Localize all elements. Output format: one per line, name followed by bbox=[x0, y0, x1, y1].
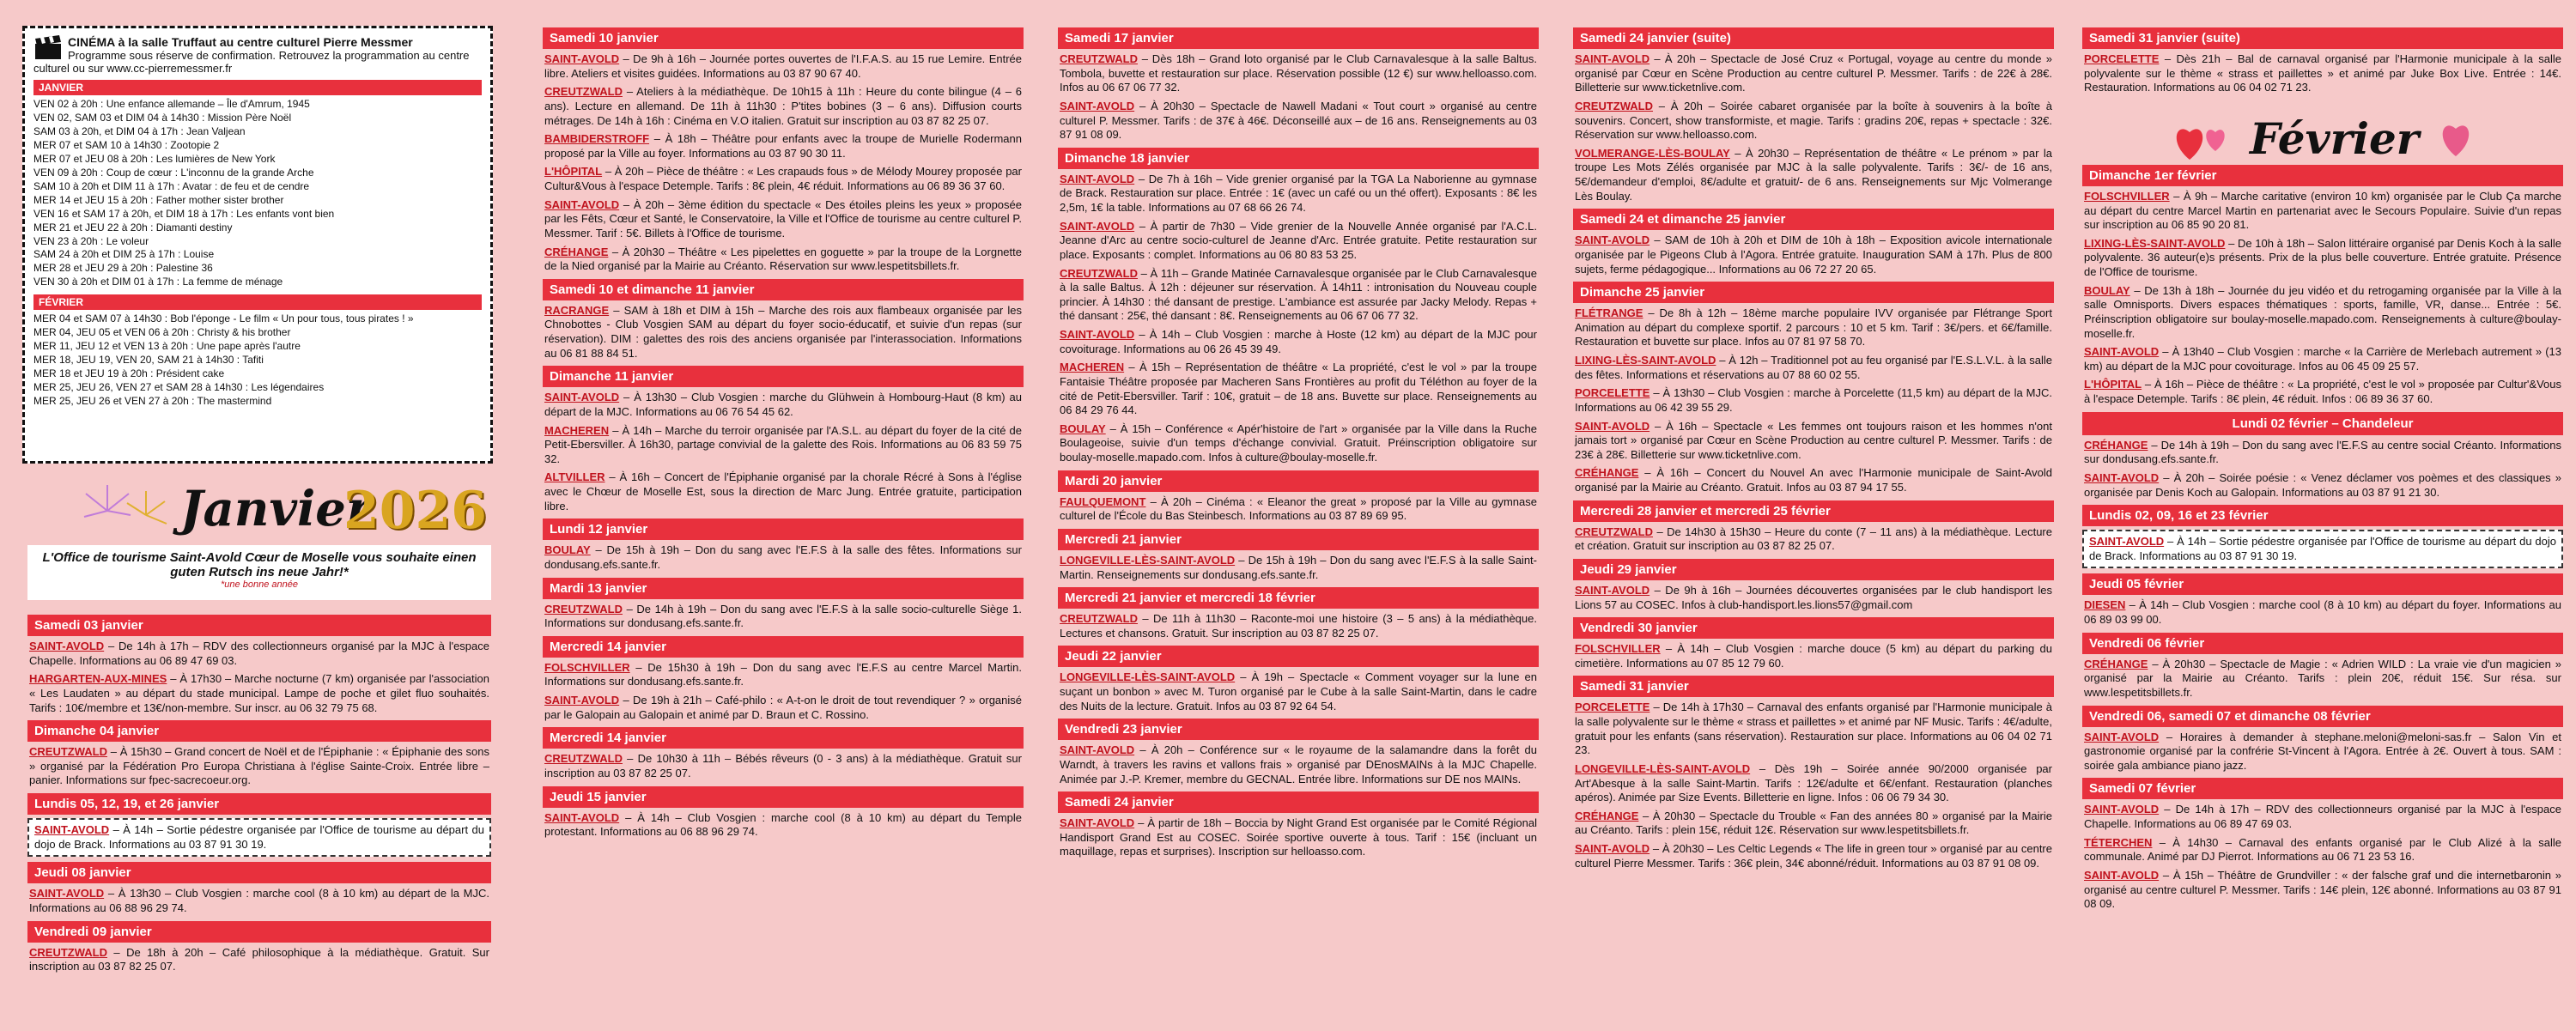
event-location: HARGARTEN-AUX-MINES bbox=[29, 672, 167, 686]
date-header: Samedi 07 février bbox=[2082, 778, 2563, 799]
event-details: – De 11h à 11h30 – Raconte-moi une histoire (3 – 5 ans) à la médiathèque. Lectures et chansons. Gratuit. Sur inscription au 03 87 82 25 07. bbox=[1060, 612, 1537, 640]
event-location: SAINT-AVOLD bbox=[1060, 328, 1135, 341]
event-entry bbox=[543, 603, 1024, 631]
cinema-screening: MER 07 et JEU 08 à 20h : Les lumières de New York bbox=[33, 152, 276, 165]
event-details: – De 13h à 18h – Journée du jeu vidéo et du retrogaming organisée par la Ville à la salle Omnisports. Divers espaces thématiques : sports, famille, VR, danse... Entrée : 5€. Préinscription obligatoire sur boulay-moselle.mapado.com. Renseignements à culture@boulay-moselle.fr. bbox=[2084, 283, 2561, 340]
event-entry bbox=[543, 165, 1024, 193]
event-location: SAINT-AVOLD bbox=[1575, 419, 1650, 433]
event-details: – À 20h30 – Spectacle du Trouble « Fan des années 80 » organisé par la Mairie au Créanto. Tarifs : plein 15€, réduit 12€. Réservation sur www.lespetitsbillets.fr. bbox=[1575, 809, 2052, 837]
event-details: – De 7h à 16h – Vide grenier organisé par la TGA La Naborienne au gymnase de Brack. Restauration sur place. Entrée : 1€ (avec un café ou un thé offert). Exposants : 8€ les 2,5m, 1€ la table. Informations au 07 68 66 26 74. bbox=[1060, 172, 1537, 214]
event-location: SAINT-AVOLD bbox=[29, 887, 105, 901]
event-details: – À 20h30 – Les Celtic Legends « The life in green tour » organisé par au centre culturel Pierre Messmer. Tarifs : 36€ plein, 34€ abonné/réduit. Informations au 03 87 91 08 09. bbox=[1575, 842, 2052, 870]
cinema-screening: MER 21 et JEU 22 à 20h : Diamanti destiny bbox=[33, 221, 233, 233]
date-header: Dimanche 11 janvier bbox=[543, 366, 1024, 387]
event-details: – À 20h – 3ème édition du spectacle « Des étoiles pleins les yeux » proposée par les Fêts, Cœur et Santé, le Conservatoire, la Ville et l'Office de tourisme au centre culturel P. Messmer. Tarif : 5€. Billets à l'Office de tourisme. bbox=[544, 197, 1022, 240]
office-message: L'Office de tourisme Saint-Avold Cœur de Moselle vous souhaite einen guten Rutsch ins neue Jahr!* bbox=[42, 550, 477, 579]
event-location: CRÉHANGE bbox=[1575, 466, 1639, 480]
event-entry bbox=[2082, 598, 2563, 627]
event-location: SAINT-AVOLD bbox=[544, 810, 620, 824]
event-location: ALTVILLER bbox=[544, 470, 605, 484]
event-details: – Ateliers à la médiathèque. De 10h15 à 11h : Heure du conte bilingue (4 – 6 ans). Lecture en allemand. De 11h à 11h30 : P'tites bobines (3 – 6 ans). Diffusion courts métrages. De 14h à 16h : Cinéma en V.O italien. Gratuit sur inscription au 03 87 82 25 07. bbox=[544, 85, 1022, 127]
date-header: Dimanche 18 janvier bbox=[1058, 148, 1539, 169]
date-header: Samedi 31 janvier (suite) bbox=[2082, 27, 2563, 49]
event-details: – De 14h à 17h – RDV des collectionneurs organisé par la MJC à l'espace Chapelle. Informations au 06 89 47 69 03. bbox=[29, 640, 489, 667]
event-entry bbox=[543, 391, 1024, 419]
event-entry bbox=[1058, 670, 1539, 713]
event-details: – À 20h – Cinéma : « Eleanor the great » proposé par la Ville au gymnase culturel de l'École du Bas Steinbesch. Informations au 03 87 89 69 95. bbox=[1060, 494, 1537, 523]
event-entry bbox=[2082, 836, 2563, 864]
event-entry bbox=[543, 85, 1024, 128]
event-details: – De 10h30 à 11h – Bébés rêveurs (0 - 3 ans) à la médiathèque. Gratuit sur inscription au 03 87 82 25 07. bbox=[544, 752, 1022, 779]
event-location: FOLSCHVILLER bbox=[544, 660, 630, 674]
event-entry bbox=[1573, 810, 2054, 838]
event-details: – Horaires à demander à stephane.meloni@meloni-sas.fr – Salon Vin et gastronomie organisé par la confrérie St-Vincent à l'Agora. Entrée à 2€. Ouvert à tous. SAM : soirée gala ambiance piano jazz. bbox=[2084, 730, 2561, 772]
event-location: SAINT-AVOLD bbox=[544, 197, 620, 211]
cinema-screening: VEN 02 à 20h : Une enfance allemande – Île d'Amrum, 1945 bbox=[33, 98, 310, 110]
column-3 bbox=[1058, 22, 1539, 864]
event-entry bbox=[543, 470, 1024, 513]
date-header: Lundis 02, 09, 16 et 23 février bbox=[2082, 505, 2563, 526]
cinema-screening: VEN 02, SAM 03 et DIM 04 à 14h30 : Mission Père Noël bbox=[33, 111, 292, 124]
date-header: Samedi 10 janvier bbox=[543, 27, 1024, 49]
date-header: Samedi 24 et dimanche 25 janvier bbox=[1573, 209, 2054, 230]
event-location: SAINT-AVOLD bbox=[1575, 52, 1650, 65]
event-location: SAINT-AVOLD bbox=[2084, 868, 2160, 882]
event-details: – À 13h30 – Club Vosgien : marche cool (8 à 10 km) au départ de la MJC. Informations au 06 88 96 29 74. bbox=[29, 887, 489, 914]
event-details: – À 13h40 – Club Vosgien : marche « la Carrière de Merlebach autrement » (13 km) au départ de la MJC pour covoiturage. Infos au 06 45 09 25 57. bbox=[2084, 345, 2561, 373]
date-header: Mercredi 21 janvier bbox=[1058, 529, 1539, 550]
event-entry bbox=[1058, 816, 1539, 859]
event-location: CREUTZWALD bbox=[544, 85, 623, 99]
date-header: Samedi 03 janvier bbox=[27, 615, 491, 636]
january-word: Janvier bbox=[180, 481, 372, 537]
event-details: – De 8h à 12h – 18ème marche populaire IVV organisée par Flétrange Sport Animation au départ du complexe sportif. 2 parcours : 10 et 5 km. Tarif : 3€/pers. et 6€/famille. Restauration et buvette sur place. Infos au 07 81 97 58 70. bbox=[1575, 306, 2052, 349]
cinema-screening: SAM 10 à 20h et DIM 11 à 17h : Avatar : de feu et de cendre bbox=[33, 179, 310, 192]
event-location: SAINT-AVOLD bbox=[2084, 803, 2160, 816]
event-location: FOLSCHVILLER bbox=[1575, 642, 1661, 656]
date-header: Dimanche 04 janvier bbox=[27, 720, 491, 742]
event-details: – À 11h – Grande Matinée Carnavalesque organisée par le Club Carnavalesque à la salle Baltus. À 12h : déjeuner sur réservation. À 14h11 : intronisation du Nouveau couple princier. À 14h30 : thé dansant de prestige. L'ambiance est assurée par Jacky Melody. Repas + thé dansant : 25€, thé dansant : 8€. Renseignements au 06 67 06 77 32. bbox=[1060, 266, 1537, 323]
cinema-screening: SAM 24 à 20h et DIM 25 à 17h : Louise bbox=[33, 248, 215, 261]
event-entry bbox=[1058, 554, 1539, 582]
event-location: RACRANGE bbox=[544, 303, 610, 317]
cinema-screening: MER 07 et SAM 10 à 14h30 : Zootopie 2 bbox=[33, 138, 220, 151]
event-location: SAINT-AVOLD bbox=[1060, 172, 1135, 185]
date-header: Vendredi 30 janvier bbox=[1573, 617, 2054, 639]
event-entry bbox=[2082, 803, 2563, 831]
event-location: LIXING-LÈS-SAINT-AVOLD bbox=[2084, 236, 2226, 250]
event-details: – À 16h – Concert de l'Épiphanie organisé par la chorale Récré à Sons à l'église avec le Chœur de Moselle Est, sous la direction de Marc Jung. Entrée gratuite, participation libre. bbox=[544, 470, 1022, 512]
event-entry bbox=[1058, 173, 1539, 215]
event-location: VOLMERANGE-LÈS-BOULAY bbox=[1575, 146, 1730, 160]
event-location: SAINT-AVOLD bbox=[544, 694, 620, 707]
event-details: – À 20h – Soirée cabaret organisée par la boîte à souvenirs à la boîte à souvenirs. Concert, show transformiste, et magie. Tarifs : gradins 20€, repas + spectacle : 32€. Réservation sur www.helloasso.com. bbox=[1575, 99, 2052, 142]
cinema-screening: VEN 30 à 20h et DIM 01 à 17h : La femme de ménage bbox=[33, 276, 283, 288]
event-location: L'HÔPITAL bbox=[544, 165, 603, 179]
event-location: CREUTZWALD bbox=[1060, 266, 1138, 280]
event-location: CREUTZWALD bbox=[29, 745, 107, 759]
event-location: CREUTZWALD bbox=[1575, 525, 1653, 538]
event-entry bbox=[1573, 420, 2054, 463]
event-entry bbox=[1573, 354, 2054, 382]
event-entry bbox=[2082, 237, 2563, 280]
event-location: BOULAY bbox=[1060, 421, 1106, 435]
event-location: CRÉHANGE bbox=[1575, 809, 1639, 822]
event-location: SAINT-AVOLD bbox=[544, 52, 620, 65]
event-entry bbox=[27, 672, 491, 715]
event-location: BOULAY bbox=[544, 543, 591, 557]
cinema-month-header: JANVIER bbox=[33, 80, 482, 95]
event-entry bbox=[543, 752, 1024, 780]
event-details: – À 14h – Sortie pédestre organisée par l'Office de tourisme au départ du dojo de Brack. Informations au 03 87 91 30 19. bbox=[34, 823, 484, 851]
cinema-title: CINÉMA à la salle Truffaut au centre culturel Pierre Messmer bbox=[68, 35, 413, 49]
event-details: – À 14h – Club Vosgien : marche douce (5 km) au départ du parking du cimetière. Informations au 07 85 12 79 60. bbox=[1575, 642, 2052, 670]
event-entry bbox=[1573, 52, 2054, 95]
event-details: – SAM à 18h et DIM à 15h – Marche des rois aux flambeaux organisée par les Chnobottes - Club Vosgien SAM au départ du foyer socio-éducatif, et suivie d'un repas (sur réservation). DIM : galettes des rois des anciens organisée par l'interassociation. Informations au 06 81 88 84 51. bbox=[544, 303, 1022, 360]
date-header: Vendredi 06 février bbox=[2082, 633, 2563, 654]
event-location: CRÉHANGE bbox=[544, 245, 609, 258]
cinema-screening: VEN 09 à 20h : Coup de cœur : L'inconnu de la grande Arche bbox=[33, 166, 314, 179]
event-details: – À 19h – Spectacle « Comment voyager sur la lune en suçant un bonbon » avec M. Turon organisé par le Cube à la salle Saint-Martin, dans le cadre des Nuits de la lecture. Gratuit. Infos au 03 87 92 64 54. bbox=[1060, 670, 1537, 713]
cinema-screening: MER 25, JEU 26 et VEN 27 à 20h : The mastermind bbox=[33, 395, 272, 408]
office-note: *une bonne année bbox=[221, 579, 298, 590]
event-details: – À partir de 18h – Boccia by Night Grand Est organisée par le Comité Régional Handisport Grand Est au COSEC. Soirée sportive ouverte à tous. Tarif : 15€ (incluant un maquillage, repas et surprises). Inscription sur helloasso.com. bbox=[1060, 816, 1537, 858]
event-details: – À 14h – Club Vosgien : marche cool (8 à 10 km) au départ du Temple protestant. Informations au 06 88 96 29 74. bbox=[544, 810, 1022, 839]
event-location: SAINT-AVOLD bbox=[1575, 842, 1650, 855]
event-entry bbox=[1573, 700, 2054, 758]
date-header: Mercredi 14 janvier bbox=[543, 727, 1024, 749]
event-location: SAINT-AVOLD bbox=[1060, 743, 1135, 757]
cinema-screening: MER 14 et JEU 15 à 20h : Father mother sister brother bbox=[33, 193, 284, 206]
event-details: – À 14h30 – Carnaval des enfants organisé par le Club Alizé à la salle communale. Animé par DJ Pierrot. Informations au 06 71 23 53 16. bbox=[2084, 835, 2561, 864]
event-location: CRÉHANGE bbox=[2084, 657, 2148, 670]
event-details: – À 16h – Spectacle « Les femmes ont toujours raison et les hommes n'ont jamais tort » organisé par Cœur en Scène Production au centre culturel P. Messmer. Tarifs : de 23€ à 28€. Billetterie sur www.ticketnlive.com. bbox=[1575, 419, 2052, 461]
event-entry bbox=[1573, 147, 2054, 204]
year-label: 2026 bbox=[343, 481, 487, 541]
date-header: Samedi 31 janvier bbox=[1573, 676, 2054, 697]
column-1 bbox=[27, 610, 491, 979]
event-details: – De 18h à 20h – Café philosophique à la médiathèque. Gratuit. Sur inscription au 03 87 82 25 07. bbox=[29, 945, 489, 973]
event-entry bbox=[543, 661, 1024, 689]
event-entry bbox=[1573, 233, 2054, 276]
event-details: – À 12h – Traditionnel pot au feu organisé par l'E.S.L.V.L. à la salle des fêtes. Informations et réservations au 07 88 60 02 55. bbox=[1575, 354, 2052, 381]
event-location: MACHEREN bbox=[544, 423, 610, 437]
cinema-screening: VEN 23 à 20h : Le voleur bbox=[33, 234, 149, 247]
event-details: – De 15h à 19h – Don du sang avec l'E.F.S à la salle des fêtes. Informations sur dondusang.efs.sante.fr. bbox=[544, 543, 1022, 571]
date-header: Jeudi 15 janvier bbox=[543, 786, 1024, 808]
date-header: Lundi 12 janvier bbox=[543, 519, 1024, 540]
event-details: – À 13h30 – Club Vosgien : marche du Glühwein à Hombourg-Haut (8 km) au départ de la MJC. Informations au 06 76 54 45 62. bbox=[544, 391, 1022, 418]
event-location: SAINT-AVOLD bbox=[1060, 219, 1135, 233]
event-location: CREUTZWALD bbox=[1575, 99, 1653, 112]
event-entry bbox=[1058, 328, 1539, 356]
date-header: Mardi 20 janvier bbox=[1058, 470, 1539, 492]
event-details: – À 20h30 – Spectacle de Magie : « Adrien WILD : La vraie vie d'un magicien » organisé par la Mairie au Créanto. Tarifs : plein 20€, réduit 15€. Sur résa. sur www.lespetitsbillets.fr. bbox=[2084, 657, 2561, 699]
event-details: – À 18h – Théâtre pour enfants avec la troupe de Murielle Rodermann proposé par la Ville au foyer. Informations au 03 87 90 30 11. bbox=[544, 132, 1022, 160]
event-entry bbox=[2082, 190, 2563, 233]
event-location: TÉTERCHEN bbox=[2084, 835, 2153, 849]
event-details: – À 20h30 – Spectacle de Nawell Madani « Tout court » organisé au centre culturel P. Messmer. Tarifs : de 37€ à 46€. Déconseillé aux – de 16 ans. Renseignements au 03 87 91 08 09. bbox=[1060, 99, 1537, 142]
event-entry bbox=[543, 543, 1024, 572]
cinema-screening: VEN 16 et SAM 17 à 20h, et DIM 18 à 17h : Les enfants vont bien bbox=[33, 207, 335, 220]
event-details: – À 20h – Spectacle de José Cruz « Portugal, voyage au centre du monde » organisé par Cœur en Scène Production au centre culturel P. Messmer. Tarifs : de 22€ à 28€. Billetterie sur www.ticketnlive.com. bbox=[1575, 52, 2052, 94]
event-location: SAINT-AVOLD bbox=[544, 391, 620, 404]
event-details: – À 20h30 – Représentation de théâtre « Le prénom » par la troupe Les Mots Zélés organisée par MJC à la salle polyvalente. Tarifs : 3€/- de 16 ans, 5€/demandeur d'emploi, 8€/adulte et gratuit/- de 6 ans. Renseignements sur Mjc Volmerange Lès Boulay. bbox=[1575, 146, 2052, 203]
february-word: Février bbox=[2250, 113, 2420, 164]
column-4 bbox=[1573, 22, 2054, 875]
date-header: Jeudi 22 janvier bbox=[1058, 646, 1539, 667]
event-entry bbox=[1573, 100, 2054, 143]
event-details: – De 10h à 18h – Salon littéraire organisé par Denis Koch à la salle polyvalente. 36 auteur(e)s présents. Prix de la plus belle couverture. Entrée gratuite. Présence de l'Office de tourisme. bbox=[2084, 236, 2561, 278]
event-entry bbox=[27, 818, 491, 857]
cinema-screening: MER 18, JEU 19, VEN 20, SAM 21 à 14h30 : Tafiti bbox=[33, 354, 264, 367]
event-location: SAINT-AVOLD bbox=[1060, 99, 1135, 112]
event-location: SAINT-AVOLD bbox=[29, 640, 105, 652]
event-location: LONGEVILLE-LÈS-SAINT-AVOLD bbox=[1575, 761, 1751, 775]
event-location: DIESEN bbox=[2084, 598, 2126, 612]
event-entry bbox=[543, 304, 1024, 361]
event-entry bbox=[543, 198, 1024, 241]
event-details: – De 14h à 17h – RDV des collectionneurs organisé par la MJC à l'espace Chapelle. Informations au 06 89 47 69 03. bbox=[2084, 803, 2561, 830]
event-location: SAINT-AVOLD bbox=[34, 823, 110, 836]
event-entry bbox=[2082, 284, 2563, 342]
event-entry bbox=[543, 811, 1024, 840]
event-entry bbox=[1058, 100, 1539, 143]
event-entry bbox=[543, 52, 1024, 81]
event-details: – À 9h – Marche caritative (environ 10 km) organisée par le Club Ça marche au départ du centre Marcel Martin en partenariat avec le Secours Populaire. Suivie d'un repas sur inscription au 06 85 90 20 81. bbox=[2084, 189, 2561, 232]
event-entry bbox=[2082, 52, 2563, 95]
event-location: CREUTZWALD bbox=[1060, 612, 1138, 626]
event-location: SAINT-AVOLD bbox=[2084, 730, 2160, 743]
event-details: – De 14h à 19h – Don du sang avec l'E.F.S au centre social Créanto. Informations sur dondusang.efs.sante.fr. bbox=[2084, 438, 2561, 466]
event-details: – De 15h30 à 19h – Don du sang avec l'E.F.S au centre Marcel Martin. Informations sur dondusang.efs.sante.fr. bbox=[544, 660, 1022, 688]
event-details: – SAM de 10h à 20h et DIM de 10h à 18h – Exposition avicole internationale organisée par le Pigeons Club à l'Agora. Entrée gratuite. Inauguration SAM à 17h. Plus de 800 sujets, ferme pédagogique... Informations au 06 72 27 20 65. bbox=[1575, 233, 2052, 276]
cinema-month-header: FÉVRIER bbox=[33, 294, 482, 310]
january-title bbox=[77, 481, 487, 541]
event-location: SAINT-AVOLD bbox=[1575, 583, 1650, 597]
event-entry bbox=[1058, 361, 1539, 418]
event-location: CREUTZWALD bbox=[544, 752, 623, 766]
clapperboard-icon bbox=[33, 35, 63, 61]
event-entry bbox=[1573, 642, 2054, 670]
cinema-screening: SAM 03 à 20h, et DIM 04 à 17h : Jean Valjean bbox=[33, 124, 246, 137]
cinema-listing bbox=[33, 80, 482, 409]
event-details: – À 20h – Soirée poésie : « Venez déclamer vos poèmes et des classiques » organisée par Denis Koch au Galopain. Informations au 03 87 91 21 30. bbox=[2084, 470, 2561, 499]
event-details: – Dès 19h – Soirée année 90/2000 organisée par Art'Abesque à la salle Saint-Martin. Tarifs : 12€/adulte et 6€/enfant. Restauration (planches apéros). Animée par Size Events. Billetterie en ligne. Infos : 06 06 79 34 30. bbox=[1575, 761, 2052, 804]
event-location: CREUTZWALD bbox=[1060, 52, 1138, 65]
event-details: – À 14h – Marche du terroir organisée par l'A.S.L. au départ du foyer de la cité de Petit-Ebersviller. À 16h30, partage convivial de la galette des Rois. Informations au 06 83 59 75 32. bbox=[544, 423, 1022, 465]
cinema-box bbox=[22, 26, 493, 464]
event-details: – À 13h30 – Club Vosgien : marche à Porcelette (11,5 km) au départ de la MJC. Informations au 06 42 39 55 29. bbox=[1575, 386, 2052, 414]
event-details: – À 15h – Conférence « Apér'histoire de l'art » organisée par la Ville dans la Ruche Boulageoise, suivie d'un temps d'échange convivial. Gratuit. Préinscription obligatoire sur boulay-moselle.mapado.com. Infos à culture@boulay-moselle.fr. bbox=[1060, 421, 1537, 464]
event-entry bbox=[27, 745, 491, 788]
event-details: – Dès 18h – Grand loto organisé par le Club Carnavalesque à la salle Baltus. Tombola, buvette et restauration sur place. Réservation possible (12 €) sur www.helloasso.com. Infos au 06 67 06 77 32. bbox=[1060, 52, 1537, 94]
cinema-screening: MER 04, JEU 05 et VEN 06 à 20h : Christy & his brother bbox=[33, 326, 291, 339]
event-details: – À 14h – Sortie pédestre organisée par l'Office de tourisme au départ du dojo de Brack. Informations au 03 87 91 30 19. bbox=[2089, 535, 2556, 562]
date-header: Samedi 24 janvier (suite) bbox=[1573, 27, 2054, 49]
event-location: MACHEREN bbox=[1060, 361, 1125, 374]
event-entry bbox=[2082, 530, 2563, 568]
event-location: LONGEVILLE-LÈS-SAINT-AVOLD bbox=[1060, 553, 1236, 567]
event-entry bbox=[1058, 612, 1539, 640]
date-header: Jeudi 05 février bbox=[2082, 573, 2563, 595]
cinema-screening: MER 25, JEU 26, VEN 27 et SAM 28 à 14h30 : Les légendaires bbox=[33, 381, 325, 394]
date-header: Vendredi 09 janvier bbox=[27, 921, 491, 943]
event-entry bbox=[1573, 306, 2054, 349]
event-details: – À 14h – Club Vosgien : marche cool (8 à 10 km) au départ du foyer. Informations au 06 89 03 99 00. bbox=[2084, 598, 2561, 626]
event-details: – À 16h – Concert du Nouvel An avec l'Harmonie municipale de Saint-Avold organisé par la Mairie au Créanto. Gratuit. Infos au 03 87 94 17 55. bbox=[1575, 466, 2052, 494]
event-details: – De 14h à 19h – Don du sang avec l'E.F.S à la salle socio-culturelle Siège 1. Informations sur dondusang.efs.sante.fr. bbox=[544, 602, 1022, 630]
event-details: – À 14h – Club Vosgien : marche à Hoste (12 km) au départ de la MJC pour covoiturage. Informations au 06 26 45 39 49. bbox=[1060, 328, 1537, 355]
event-location: L'HÔPITAL bbox=[2084, 378, 2142, 391]
event-details: – Dès 21h – Bal de carnaval organisé par l'Harmonie municipale à la salle polyvalente sur le thème « strass et paillettes » et animé par Juke Box Live. Entrée : 14€. Restauration. Informations au 06 04 02 71 23. bbox=[2084, 52, 2561, 94]
event-entry bbox=[543, 694, 1024, 722]
date-header: Mercredi 21 janvier et mercredi 18 février bbox=[1058, 587, 1539, 609]
event-location: BOULAY bbox=[2084, 283, 2130, 297]
date-header: Mercredi 28 janvier et mercredi 25 février bbox=[1573, 500, 2054, 522]
date-header: Dimanche 1er février bbox=[2082, 165, 2563, 186]
event-details: – À 20h30 – Théâtre « Les pipelettes en goguette » par la troupe de la Lorgnette de la Nied organisé par la Mairie au Créanto. Réservation sur www.lespetitsbillets.fr. bbox=[544, 245, 1022, 273]
event-details: – De 9h à 16h – Journées découvertes organisées par le club handisport les Lions 57 au COSEC. Infos à club-handisport.les.lions57@gmail.com bbox=[1575, 583, 2052, 611]
event-details: – À 20h – Pièce de théâtre : « Les crapauds fous » de Mélody Mourey proposée par Cultur&Vous à l'espace Detemple. Tarifs : 8€ plein, 4€ réduit. Informations au 06 89 36 37 60. bbox=[544, 165, 1022, 192]
event-details: – De 19h à 21h – Café-philo : « A-t-on le droit de tout revendiquer ? » organisé par le Galopain au Galopain et animé par D. Braun et C. Rossino. bbox=[544, 694, 1022, 721]
event-details: – De 15h à 19h – Don du sang avec l'E.F.S à la salle Saint-Martin. Renseignements sur dondusang.efs.sante.fr. bbox=[1060, 553, 1537, 581]
date-header: Vendredi 23 janvier bbox=[1058, 719, 1539, 740]
cinema-screening: MER 04 et SAM 07 à 14h30 : Bob l'éponge - Le film « Un pour tous, tous pirates ! » bbox=[33, 312, 414, 325]
event-entry bbox=[1058, 267, 1539, 324]
event-details: – À 20h – Conférence sur « le royaume de la salamandre dans la forêt du Warndt, à travers les ravins et vallons frais » organisé par DEnosMAINs à la MJC Chapelle. Animée par J.-P. Kremer, membre du GECNAL. Entrée libre. Informations sur DE nos MAINs. bbox=[1060, 743, 1537, 785]
event-details: – À partir de 7h30 – Vide grenier de la Nouvelle Année organisé par l'A.C.L. Jeanne d'Arc au centre socio-culturel de Jeanne d'Arc. Entrée gratuite. Petite restauration sur place. Exposants : complet. Informations au 06 80 83 53 25. bbox=[1060, 219, 1537, 261]
event-location: SAINT-AVOLD bbox=[2084, 470, 2160, 484]
event-location: LIXING-LÈS-SAINT-AVOLD bbox=[1575, 354, 1716, 367]
event-details: – De 9h à 16h – Journée portes ouvertes de l'I.F.A.S. au 15 rue Lemire. Entrée libre. Ateliers et visites guidées. Informations au 03 87 90 67 40. bbox=[544, 52, 1022, 80]
hearts-icon bbox=[2430, 113, 2490, 165]
event-entry bbox=[543, 246, 1024, 274]
cinema-screening: MER 28 et JEU 29 à 20h : Palestine 36 bbox=[33, 262, 213, 275]
event-entry bbox=[27, 640, 491, 668]
office-wishes-box bbox=[27, 545, 491, 600]
event-location: CRÉHANGE bbox=[2084, 438, 2148, 452]
event-details: – À 17h30 – Marche nocturne (7 km) organisée par l'association « Les Laudaten » au départ du stade municipal. Lampe de poche et gilet fluo souhaités. Tarifs : 10€/membre et 13€/non-membre. Sur inscr. au 06 32 79 75 68. bbox=[29, 672, 489, 714]
event-entry bbox=[1573, 466, 2054, 494]
cinema-programme-note: Programme sous réserve de confirmation. Retrouvez la programmation au centre culturel ou sur www.cc-pierremessmer.fr bbox=[33, 49, 470, 75]
chandeleur-header: Lundi 02 février – Chandeleur bbox=[2082, 412, 2563, 435]
event-details: – De 14h à 17h30 – Carnaval des enfants organisé par l'Harmonie municipale à la salle polyvalente sur le thème « strass et paillettes » et animé par NF Music. Tarifs : 4€/adulte, gratuit pour les enfants (sans réservation). Restauration sur place. Informations au 06 04 02 71 23. bbox=[1575, 700, 2052, 757]
date-header: Dimanche 25 janvier bbox=[1573, 282, 2054, 303]
date-header: Samedi 24 janvier bbox=[1058, 791, 1539, 813]
fireworks-icon bbox=[77, 481, 172, 541]
february-title bbox=[2172, 113, 2533, 173]
event-entry bbox=[1573, 584, 2054, 612]
event-details: – À 15h30 – Grand concert de Noël et de l'Épiphanie : « Épiphanie des sons » organisé par la Fédération Pro Europa Christiana à l'église Sainte-Croix. Entrée libre – panier. Informations sur fpec-sacrecoeur.org. bbox=[29, 745, 489, 787]
event-entry bbox=[1573, 842, 2054, 870]
event-location: CREUTZWALD bbox=[29, 945, 107, 959]
event-location: FAULQUEMONT bbox=[1060, 494, 1146, 508]
hearts-icon bbox=[2172, 117, 2241, 168]
event-entry bbox=[2082, 345, 2563, 373]
event-location: SAINT-AVOLD bbox=[1575, 233, 1650, 247]
event-details: – À 15h – Représentation de théâtre « La propriété, c'est le vol » par la troupe Fantaisie Théâtre proposée par Macheren Sans Frontières au profit du Téléthon au foyer de la cité de Petit-Ebersviller. Tarif : 10€, gratuit – de 18 ans. Buvette sur place. Renseignements au 06 84 29 76 44. bbox=[1060, 361, 1537, 417]
event-location: SAINT-AVOLD bbox=[2084, 345, 2160, 359]
event-entry bbox=[1058, 220, 1539, 263]
event-entry bbox=[543, 424, 1024, 467]
date-header: Jeudi 08 janvier bbox=[27, 862, 491, 883]
event-entry bbox=[543, 132, 1024, 161]
event-entry bbox=[27, 887, 491, 915]
event-entry bbox=[1573, 762, 2054, 805]
event-location: FLÉTRANGE bbox=[1575, 306, 1643, 320]
date-header: Vendredi 06, samedi 07 et dimanche 08 février bbox=[2082, 706, 2563, 727]
event-location: PORCELETTE bbox=[1575, 700, 1650, 714]
event-location: PORCELETTE bbox=[2084, 52, 2160, 65]
cinema-screening: MER 11, JEU 12 et VEN 13 à 20h : Une pape après l'autre bbox=[33, 340, 301, 353]
event-entry bbox=[2082, 471, 2563, 500]
cinema-screening: MER 18 et JEU 19 à 20h : Président cake bbox=[33, 367, 225, 380]
event-location: FOLSCHVILLER bbox=[2084, 189, 2170, 203]
event-entry bbox=[27, 946, 491, 974]
column-2 bbox=[543, 22, 1024, 844]
event-entry bbox=[2082, 658, 2563, 700]
event-entry bbox=[1058, 495, 1539, 524]
event-location: CREUTZWALD bbox=[544, 602, 623, 616]
event-entry bbox=[2082, 731, 2563, 773]
event-details: – De 14h30 à 15h30 – Heure du conte (7 – 11 ans) à la médiathèque. Lecture et création. Gratuit sur inscription au 03 87 82 25 07. bbox=[1575, 525, 2052, 553]
date-header: Lundis 05, 12, 19, et 26 janvier bbox=[27, 793, 491, 815]
date-header: Samedi 17 janvier bbox=[1058, 27, 1539, 49]
event-details: – À 15h – Théâtre de Grundviller : « der falsche graf und die internetbaronin » organisé au centre culturel P. Messmer. Tarifs : 14€ plein, 12€ abonné. Informations au 03 87 91 08 09. bbox=[2084, 868, 2561, 911]
date-header: Samedi 10 et dimanche 11 janvier bbox=[543, 279, 1024, 300]
event-location: BAMBIDERSTROFF bbox=[544, 132, 650, 146]
event-entry bbox=[1058, 52, 1539, 95]
event-location: PORCELETTE bbox=[1575, 386, 1650, 400]
event-location: LONGEVILLE-LÈS-SAINT-AVOLD bbox=[1060, 670, 1236, 684]
event-details: – À 16h – Pièce de théâtre : « La propriété, c'est le vol » proposée par Cultur'&Vous à l'espace Detemple. Tarifs : 8€ plein, 4€ réduit. Infos : 06 89 36 37 60. bbox=[2084, 378, 2561, 405]
event-entry bbox=[2082, 869, 2563, 912]
date-header: Mercredi 14 janvier bbox=[543, 636, 1024, 658]
event-entry bbox=[2082, 378, 2563, 406]
event-entry bbox=[1058, 743, 1539, 786]
date-header: Jeudi 29 janvier bbox=[1573, 559, 2054, 580]
event-entry bbox=[2082, 439, 2563, 467]
event-location: SAINT-AVOLD bbox=[2089, 535, 2165, 549]
event-entry bbox=[1573, 386, 2054, 415]
event-entry bbox=[1058, 422, 1539, 465]
date-header: Mardi 13 janvier bbox=[543, 578, 1024, 599]
event-entry bbox=[1573, 525, 2054, 554]
event-location: SAINT-AVOLD bbox=[1060, 816, 1135, 830]
